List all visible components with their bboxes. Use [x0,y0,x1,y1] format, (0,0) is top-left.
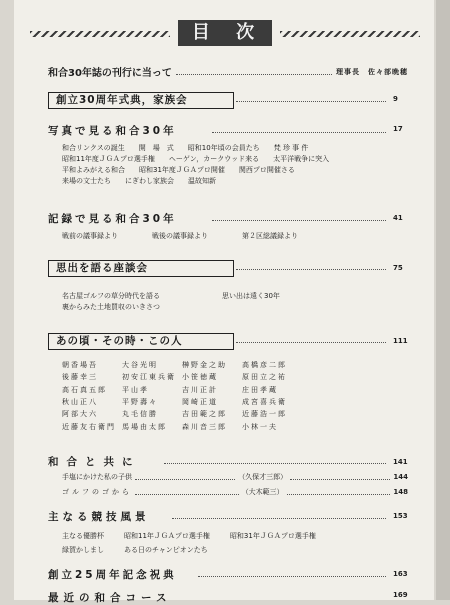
list-item: 温故知新 [188,176,216,185]
section-items-2 [62,142,343,186]
sub-entry [62,487,408,497]
list-item: 昭和11年ＪＧＡプロ選手権 [124,532,210,540]
section-title-1: 創立30周年式典，家族会 [48,92,234,109]
section-title-3: 記録で見る和合30年 [48,213,177,225]
person-name: 小笹徳蔵 [182,373,218,382]
list-item: 緑賀かしまし [62,546,104,554]
leader-dots [164,462,386,464]
page-title: 目 次 [178,20,272,46]
section-page-5: 111 [393,337,408,345]
section-items-4 [62,290,294,312]
sub-entry [62,472,408,482]
preface-entry [48,64,408,79]
list-item: 第２区総議録より [242,231,298,240]
section-page-9: 169 [393,591,408,599]
header-rule-left [30,31,170,37]
people-list [62,359,302,433]
person-name: 庄田孝蔵 [242,385,278,394]
list-item: 昭和10年頃の会員たち [187,143,260,152]
section-page-8: 163 [393,570,408,578]
header-rule-right [280,31,420,37]
person-name: 大谷光明 [122,361,158,370]
section-page-3: 41 [393,214,403,222]
list-item: 名古屋ゴルフの草分時代を語る [62,291,160,300]
leader-dots [236,268,386,270]
person-name: 森川音三郎 [182,422,227,431]
leader-dots [290,475,390,480]
list-item: 和合リンクスの誕生 [62,143,125,152]
sub-entry-title: ゴルフのゴから [62,488,132,496]
list-item: ヘーゲン，カークウッド来る [168,154,260,163]
section-items-3 [62,230,312,241]
list-item: 開 場 式 [138,143,174,152]
list-item: 昭和11年度ＪＧＡプロ選手権 [62,154,155,163]
section-page-7: 153 [393,512,408,520]
leader-dots [287,490,391,495]
list-item: 来場の文士たち [62,176,111,185]
section-page-6: 141 [393,458,408,466]
section-title-4: 思出を語る座談会 [48,260,234,277]
sub-entry-title: 手塩にかけた私の子供 [62,473,132,481]
leader-dots [236,100,386,102]
section-page-1: 9 [393,95,398,103]
person-name: 吉田範之郎 [182,410,227,419]
person-name: 榊野金之助 [182,361,227,370]
sub-entry-author: （久保才三郎） [238,473,288,481]
person-name: 成宮喜兵衛 [242,398,287,407]
leader-dots [172,517,386,519]
section-title-5: あの頃・その時・この人 [48,333,234,350]
person-name: 岡崎正道 [182,398,218,407]
sub-entry-page: 144 [393,473,408,481]
list-item: 梵 珍 事 件 [273,143,309,152]
list-item: 思い出は遠く30年 [222,291,280,300]
person-name: 近藤浩一郎 [242,410,287,419]
list-item: 太平洋戦争に突入 [273,154,330,163]
section-items-7 [62,529,330,557]
section-title-2: 写真で見る和合30年 [48,125,177,137]
person-name: 平野壽々 [122,398,158,407]
person-name: 近藤友右衛門 [62,422,116,431]
list-item: 裏からみた土地買収のいきさつ [62,302,160,311]
section-title-7: 主なる競技風景 [48,511,150,523]
person-name: 初安江東兵衛 [122,373,176,382]
sub-entry-page: 148 [393,488,408,496]
person-name: 朝香場吾 [62,361,98,370]
leader-dots [212,131,386,133]
person-name: 阿部大六 [62,410,98,419]
section-title-9: 最近の和合コース [48,592,172,604]
person-name: 小林一夫 [242,422,278,431]
section-page-4: 75 [393,264,403,272]
list-item: にぎわし家族会 [125,176,174,185]
leader-dots [236,341,386,343]
list-item: 戦前の議事録より [62,231,118,240]
person-name: 原田立之祐 [242,373,287,382]
list-item: 戦後の議事録より [152,231,208,240]
person-name: 高橋彦二郎 [242,361,287,370]
list-item: ある日のチャンピオンたち [124,546,208,554]
list-item: 関西プロ開催さる [238,165,295,174]
list-item: 平和よみがえる和合 [62,165,125,174]
leader-dots [212,219,386,221]
person-name: 吉川正計 [182,385,218,394]
list-item: 昭和31年度ＪＧＡプロ開催 [139,165,225,174]
person-name: 後藤幸三 [62,373,98,382]
section-title-6: 和合と共に [48,456,141,468]
leader-dots [198,575,386,577]
leader-dots [176,68,332,75]
book-spine [436,0,450,600]
leader-dots [135,490,239,495]
person-name: 秋山正八 [62,398,98,407]
person-name: 平山孝 [122,385,149,394]
preface-author: 理事長 佐々部晩穂 [336,67,408,76]
section-page-2: 17 [393,125,403,133]
list-item: 主なる優勝杯 [62,532,104,540]
person-name: 丸毛信勝 [122,410,158,419]
list-item: 昭和31年ＪＧＡプロ選手権 [229,532,316,540]
person-name: 馬場由太郎 [122,422,167,431]
leader-dots [135,475,235,480]
section-title-8: 創立25周年記念祝典 [48,569,177,581]
sub-entry-author: （大木範三） [241,488,284,496]
preface-title: 和合30年誌の刊行に当って [48,68,172,79]
person-name: 高石真五郎 [62,385,107,394]
